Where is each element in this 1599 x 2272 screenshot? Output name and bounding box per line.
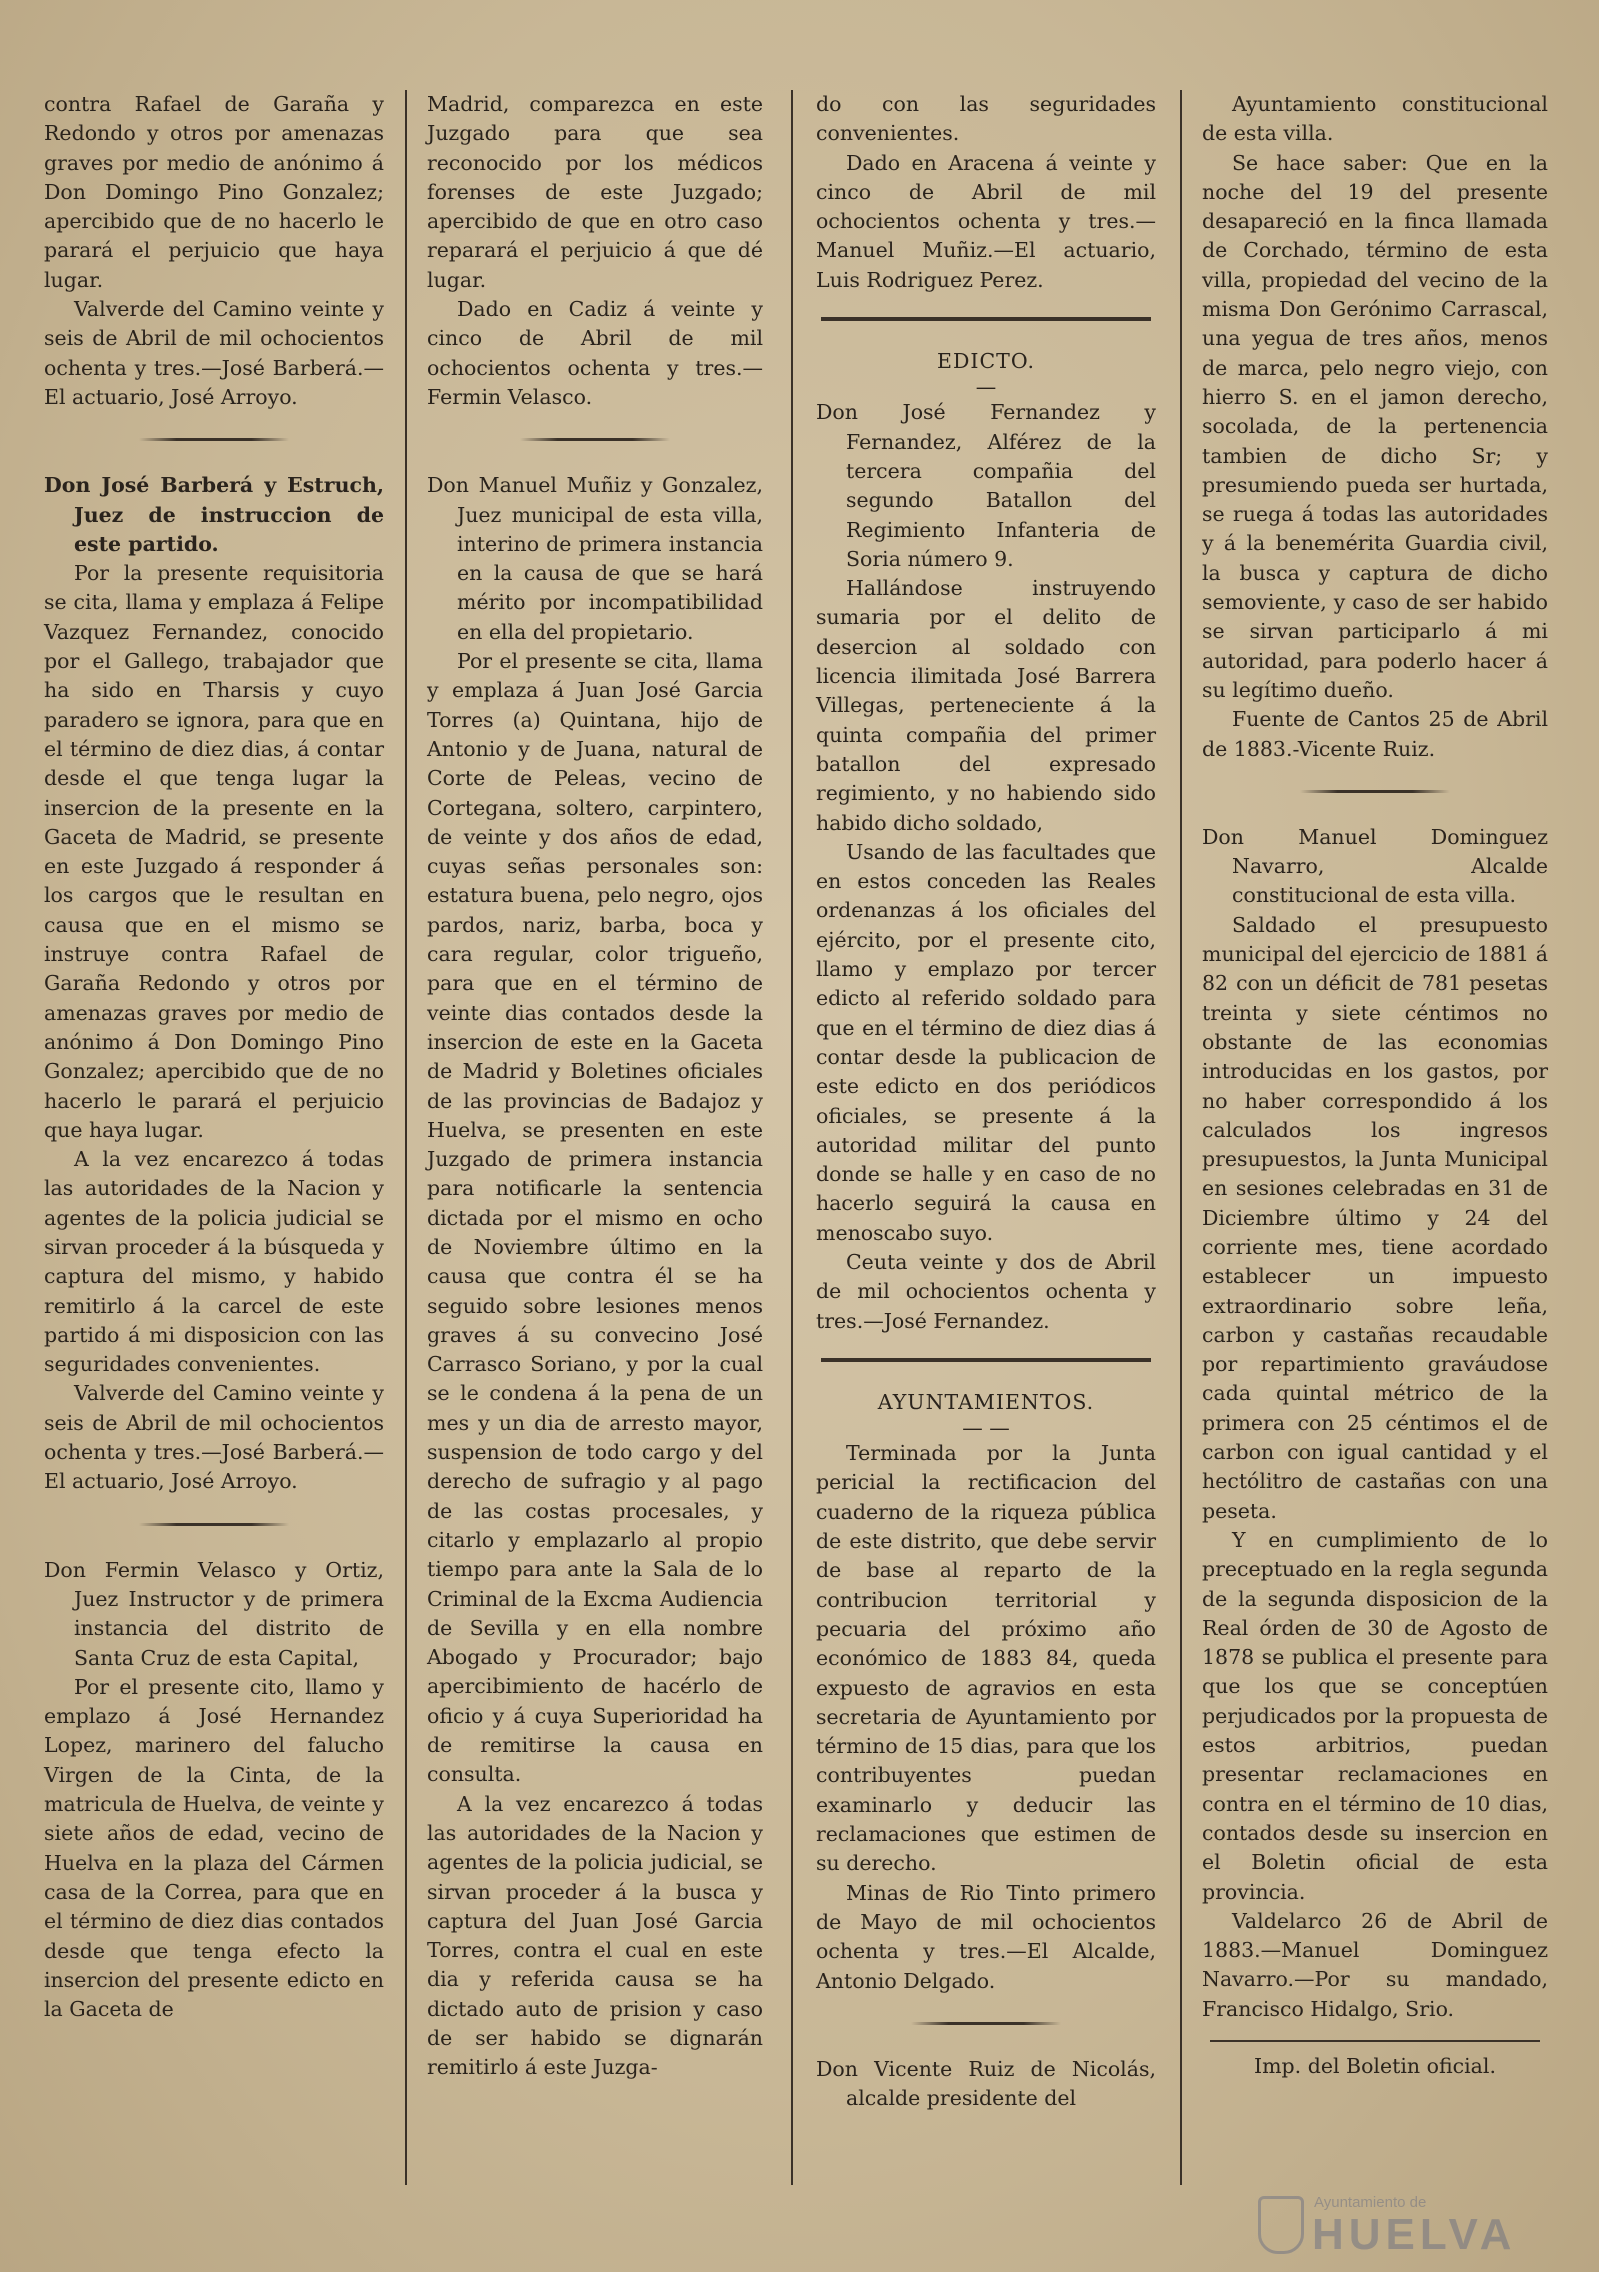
section-rule: [821, 317, 1151, 321]
paragraph: Por la presente requisitoria se cita, llama y emplaza á Felipe Vazquez Fernandez, conocido por el Gallego, trabajador que ha sido en Tharsis y cuyo paradero se ignora, para que en el término de diez dias, á contar desde el que tenga lugar la insercion de la presente en la Gaceta de Madrid, se presente en este Juzgado á responder á los cargos que le resultan en causa que en el mismo se instruye contra Rafael de Garaña Redondo y otros por amenazas graves por medio de anónimo á Don Domingo Pino Gonzalez; apercibido que de no hacerlo le parará el perjuicio que haya lugar.: [44, 561, 384, 1142]
paragraph: Terminada por la Junta pericial la rectificacion del cuaderno de la riqueza pública de este distrito, que debe servir de base al reparto de la contribucion territorial y pecuaria del próximo año económico de 1883 84, queda expuesto de agravios en esta secretaria de Ayuntamiento por término de 15 dias, para que los contribuyentes puedan examinarlo y deducir las reclamaciones que estimen de su derecho.: [816, 1441, 1156, 1876]
paragraph: Ayuntamiento constitucional de esta villa.: [1202, 92, 1548, 146]
coat-of-arms-icon: [1258, 2196, 1304, 2254]
column-divider: [405, 90, 407, 2185]
archive-watermark: [1258, 2190, 1588, 2260]
column-divider: [1180, 90, 1182, 2185]
title-dash: —: [975, 375, 997, 400]
paragraph: Valdelarco 26 de Abril de 1883.—Manuel Dominguez Navarro.—Por su mandado, Francisco Hidalgo, Srio.: [1202, 1908, 1548, 2021]
paragraph: Y en cumplimiento de lo preceptuado en la regla segunda de la segunda disposicion de la Real órden de 30 de Agosto de 1878 se publica el presente para que los que se conceptúen perjudicados por la propuesta de estos arbitrios, puedan presentar reclamaciones en contra en el término de 10 dias, contados desde su insercion en el Boletin oficial de esta provincia.: [1202, 1527, 1548, 1904]
paragraph: Dado en Aracena á veinte y cinco de Abril de mil ochocientos ochenta y tres.—Manuel Muñiz.—El actuario, Luis Rodriguez Perez.: [816, 150, 1156, 292]
paragraph: Fuente de Cantos 25 de Abril de 1883.-Vicente Ruiz.: [1202, 707, 1548, 761]
paragraph: Valverde del Camino veinte y seis de Abril de mil ochocientos ochenta y tres.—José Barberá.—El actuario, José Arroyo.: [44, 1381, 384, 1494]
paragraph: Se hace saber: Que en la noche del 19 del presente desapareció en la finca llamada de Corchado, término de esta villa, propiedad del vecino de la misma Don Gerónimo Carrascal, una yegua de tres años, menos de marca, pelo negro viejo, con hierro S. en el jamon derecho, socolada, de la pertenencia tambien de dicho Sr; y presumiendo pueda ser hurtada, se ruega á todas las autoridades y á la benemérita Guardia civil, la busca y captura de dicho semoviente, y caso de ser habido se sirvan participarlo á mi autoridad, para poderlo hacer á su legítimo dueño.: [1202, 150, 1548, 702]
column-3: [816, 90, 1156, 2113]
column-4: [1202, 90, 1548, 2081]
paragraph: A la vez encarezco á todas las autoridades de la Nacion y agentes de la policia judicial, se sirvan proceder á la busca y captura del Juan José Garcia Torres, contra el cual en este dia y referida causa se ha dictado auto de prision y caso de ser habido se dignarán remitirlo á este Juzga-: [427, 1791, 763, 2080]
notice-heading: Don Fermin Velasco y Ortiz, Juez Instructor y de primera instancia del distrito de Santa Cruz de esta Capital,: [44, 1557, 384, 1670]
notice-heading: Don Manuel Dominguez Navarro, Alcalde constitucional de esta villa.: [1202, 824, 1548, 908]
notice-heading: Don José Barberá y Estruch, Juez de instruccion de este partido.: [44, 473, 384, 556]
section-title-ayuntamientos: AYUNTAMIENTOS.: [877, 1389, 1095, 1414]
section-separator: [911, 2022, 1061, 2025]
title-dash: — —: [962, 1416, 1010, 1441]
column-2: [427, 90, 763, 2083]
paragraph: Por el presente cito, llamo y emplazo á José Hernandez Lopez, marinero del falucho Virgen de la Cinta, de la matricula de Huelva, de veinte y siete años de edad, vecino de Huelva en la plaza del Cármen casa de la Correa, para que en el término de diez dias contados desde que tenga efecto la insercion del presente edicto en la Gaceta de: [44, 1674, 384, 2022]
paragraph: A la vez encarezco á todas las autoridades de la Nacion y agentes de la policia judicial se sirvan proceder á la búsqueda y captura del mismo, y habido remitirlo á la carcel de este partido á mi disposicion con las seguridades convenientes.: [44, 1147, 384, 1377]
footer-rule: [1210, 2040, 1540, 2042]
paragraph: do con las seguridades convenientes.: [816, 92, 1156, 146]
paragraph: Saldado el presupuesto municipal del ejercicio de 1881 á 82 con un déficit de 781 pesetas treinta y siete céntimos no obstante de las economias introducidas en los gastos, por no haber correspondido á los calculados los ingresos presupuestos, la Junta Municipal en sesiones celebradas en 31 de Diciembre último y 24 del corriente mes, tiene acordado establecer un impuesto extraordinario sobre leña, carbon y castañas recaudable por repartimiento graváudose cada quintal métrico de la primera con 25 céntimos el de carbon con igual cantidad y el hectólitro de castañas con una peseta.: [1202, 912, 1548, 1523]
watermark-caption: Ayuntamiento de: [1314, 2194, 1427, 2211]
section-separator: [520, 438, 670, 441]
printer-imprint: Imp. del Boletin oficial.: [1254, 2054, 1496, 2078]
watermark-city: HUELVA: [1312, 2210, 1517, 2259]
paragraph: Hallándose instruyendo sumaria por el delito de desercion al soldado con licencia ilimitada José Barrera Villegas, perteneciente á la quinta compañia del primer batallon del expresado regimiento, y no habiendo sido habido dicho soldado,: [816, 576, 1156, 835]
notice-heading: Don Manuel Muñiz y Gonzalez, Juez municipal de esta villa, interino de primera instancia en la causa de que se hará mérito por incompatibilidad en ella del propietario.: [427, 473, 763, 644]
paragraph: Minas de Rio Tinto primero de Mayo de mil ochocientos ochenta y tres.—El Alcalde, Antonio Delgado.: [816, 1880, 1156, 1993]
paragraph: Usando de las facultades que en estos conceden las Reales ordenanzas á los oficiales del ejército, por el presente cito, llamo y emplazo por tercer edicto al referido soldado para que en el término de diez dias á contar desde la publicacion de este edicto en dos periódicos oficiales, se presente á la autoridad militar del punto donde se halle y en caso de no hacerlo seguirá la causa en menoscabo suyo.: [816, 839, 1156, 1245]
section-separator: [139, 438, 289, 441]
section-title-edicto: EDICTO.: [937, 349, 1035, 374]
paragraph: Valverde del Camino veinte y seis de Abril de mil ochocientos ochenta y tres.—José Barberá.—El actuario, José Arroyo.: [44, 297, 384, 409]
paragraph: Dado en Cadiz á veinte y cinco de Abril de mil ochocientos ochenta y tres.—Fermin Velasco.: [427, 297, 763, 409]
column-1: [44, 90, 384, 2024]
paragraph: Ceuta veinte y dos de Abril de mil ochocientos ochenta y tres.—José Fernandez.: [816, 1249, 1156, 1333]
paragraph: Por el presente se cita, llama y emplaza á Juan José Garcia Torres (a) Quintana, hijo de Antonio y de Juana, natural de Corte de Peleas, vecino de Cortegana, soltero, carpintero, de veinte y dos años de edad, cuyas señas personales son: estatura buena, pelo negro, ojos pardos, nariz, barba, boca y cara regular, color trigueño, para que en el término de veinte dias contados desde la insercion de este en la Gaceta de Madrid y Boletines oficiales de las provincias de Badajoz y Huelva, se presenten en este Juzgado de primera instancia para notificarle la sentencia dictada por el mismo en ocho de Noviembre último en la causa que contra él se ha seguido sobre lesiones menos graves á su convecino José Carrasco Soriano, y por la cual se le condena á la pena de un mes y un dia de arresto mayor, suspension de todo cargo y del derecho de sufragio y al pago de las costas procesales, y citarlo y emplazarlo al propio tiempo para ante la Sala de lo Criminal de la Excma Audiencia de Sevilla y en ella nombre Abogado y Procurador; bajo apercibimiento de hacérlo de oficio y á cuya Superioridad ha de remitirse la causa en consulta.: [427, 649, 763, 1787]
section-separator: [1300, 790, 1450, 793]
section-separator: [139, 1523, 289, 1526]
paragraph: contra Rafael de Garaña y Redondo y otros por amenazas graves por medio de anónimo á Don Domingo Pino Gonzalez; apercibido que de no hacerlo le parará el perjuicio que haya lugar.: [44, 92, 384, 292]
section-rule: [821, 1358, 1151, 1362]
column-divider: [791, 90, 793, 2185]
notice-heading: Don Vicente Ruiz de Nicolás, alcalde presidente del: [816, 2056, 1156, 2111]
notice-heading: Don José Fernandez y Fernandez, Alférez de la tercera compañia del segundo Batallon del Regimiento Infanteria de Soria número 9.: [816, 400, 1156, 571]
paragraph: Madrid, comparezca en este Juzgado para que sea reconocido por los médicos forenses de este Juzgado; apercibido de que en otro caso reparará el perjuicio á que dé lugar.: [427, 92, 763, 292]
